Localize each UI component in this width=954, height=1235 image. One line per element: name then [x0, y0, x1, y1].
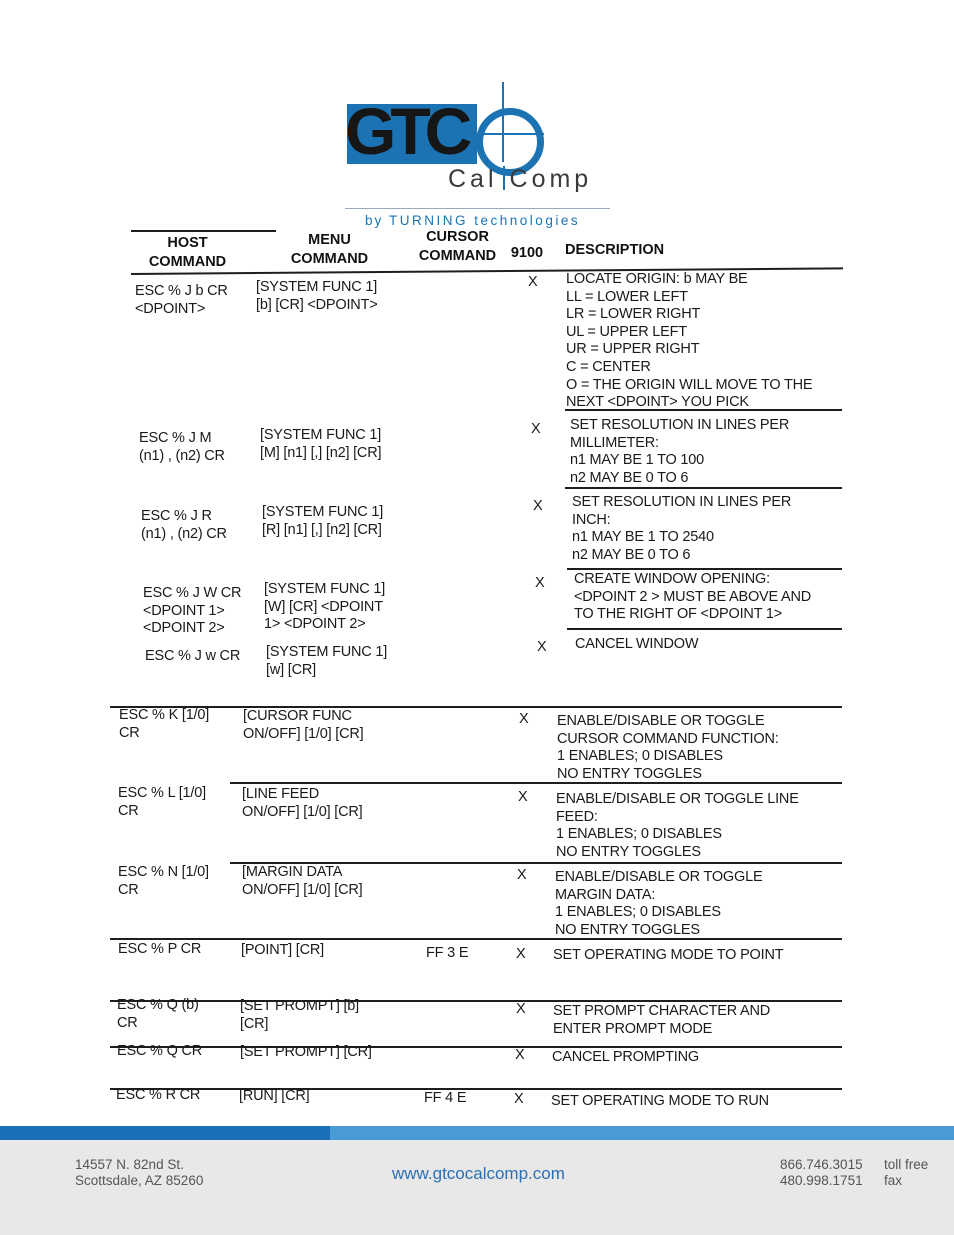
menu-command-cell: [MARGIN DATA ON/OFF] [1/0] [CR] [242, 864, 363, 898]
logo-crosshair-h [468, 133, 544, 135]
footer-phone-numbers: 866.746.3015 480.998.1751 [780, 1157, 863, 1188]
model-mark-cell: X [528, 274, 538, 290]
description-cell: CANCEL WINDOW [575, 636, 699, 652]
header-description: DESCRIPTION [565, 242, 665, 258]
logo-tagline-prefix: by [365, 213, 384, 228]
host-command-cell: ESC % R CR [116, 1087, 201, 1103]
menu-command-cell: [SYSTEM FUNC 1] [b] [CR] <DPOINT> [256, 279, 378, 313]
model-mark-cell: X [514, 1091, 524, 1107]
description-cell: ENABLE/DISABLE OR TOGGLE CURSOR COMMAND FUNCTION: 1 ENABLES; 0 DISABLES NO ENTRY TOGGLES [557, 713, 779, 782]
model-mark-cell: X [517, 867, 527, 883]
footer-address: 14557 N. 82nd St. Scottsdale, AZ 85260 [75, 1157, 204, 1188]
logo-crosshair-v [502, 82, 504, 162]
row-rule [110, 1000, 842, 1002]
menu-command-cell: [LINE FEED ON/OFF] [1/0] [CR] [242, 786, 363, 820]
model-mark-cell: X [519, 711, 529, 727]
menu-command-cell: [RUN] [CR] [239, 1088, 310, 1104]
menu-command-cell: [SYSTEM FUNC 1] [w] [CR] [266, 644, 388, 678]
cursor-command-cell: FF 3 E [426, 945, 469, 961]
model-mark-cell: X [531, 421, 541, 437]
model-mark-cell: X [535, 575, 545, 591]
row-rule [110, 1046, 842, 1048]
model-mark-cell: X [518, 789, 528, 805]
logo-tagline [365, 213, 580, 228]
menu-command-cell: [SET PROMPT] [b] [CR] [240, 998, 360, 1032]
header-cursor-command: CURSOR COMMAND [418, 229, 497, 264]
description-cell: LOCATE ORIGIN: b MAY BE LL = LOWER LEFT LR = LOWER RIGHT UL = UPPER LEFT UR = UPPER RIGHT C = CENTER O = THE ORIGIN WILL MOVE TO THE NEXT <DPOINT> YOU PICK [566, 271, 813, 411]
menu-command-cell: [SYSTEM FUNC 1] [W] [CR] <DPOINT 1> <DPOINT 2> [264, 581, 386, 633]
footer-website-link[interactable]: www.gtcocalcomp.com [392, 1164, 565, 1183]
logo-tagline-main: TURNING technologies [389, 213, 581, 228]
host-command-cell: ESC % P CR [118, 941, 202, 957]
menu-command-cell: [SYSTEM FUNC 1] [R] [n1] [,] [n2] [CR] [262, 504, 384, 538]
description-cell: SET RESOLUTION IN LINES PER MILLIMETER: n1 MAY BE 1 TO 100 n2 MAY BE 0 TO 6 [570, 417, 790, 486]
row-rule [110, 706, 842, 708]
description-cell: ENABLE/DISABLE OR TOGGLE MARGIN DATA: 1 ENABLES; 0 DISABLES NO ENTRY TOGGLES [555, 869, 763, 938]
cursor-command-cell: FF 4 E [424, 1090, 467, 1106]
header-rule-left [131, 230, 276, 232]
description-cell: SET RESOLUTION IN LINES PER INCH: n1 MAY BE 1 TO 2540 n2 MAY BE 0 TO 6 [572, 494, 792, 563]
host-command-cell: ESC % J W CR <DPOINT 1> <DPOINT 2> [143, 585, 242, 637]
header-host-command: HOST COMMAND [148, 235, 227, 270]
description-cell: SET PROMPT CHARACTER AND ENTER PROMPT MODE [553, 1003, 771, 1037]
description-cell: SET OPERATING MODE TO POINT [553, 947, 784, 963]
description-cell: ENABLE/DISABLE OR TOGGLE LINE FEED: 1 ENABLES; 0 DISABLES NO ENTRY TOGGLES [556, 791, 799, 860]
model-mark-cell: X [516, 1001, 526, 1017]
footer-bar-light [330, 1126, 954, 1140]
menu-command-cell: [SET PROMPT] [CR] [240, 1044, 372, 1060]
logo-rule [345, 208, 610, 209]
logo-separator [503, 166, 505, 190]
header-menu-command: MENU COMMAND [290, 232, 369, 267]
footer-phone-labels: toll free fax [884, 1157, 929, 1188]
logo-letters: GTC [345, 94, 467, 168]
model-mark-cell: X [515, 1047, 525, 1063]
menu-command-cell: [POINT] [CR] [241, 942, 324, 958]
model-mark-cell: X [516, 946, 526, 962]
model-mark-cell: X [533, 498, 543, 514]
footer-bar-dark [0, 1126, 330, 1140]
menu-command-cell: [SYSTEM FUNC 1] [M] [n1] [,] [n2] [CR] [260, 427, 382, 461]
host-command-cell: ESC % N [1/0] CR [118, 864, 209, 898]
row-rule [567, 568, 842, 570]
row-rule [567, 628, 842, 630]
host-command-cell: ESC % J R (n1) , (n2) CR [141, 508, 227, 542]
row-rule [110, 1088, 842, 1090]
logo-brand [448, 165, 592, 194]
host-command-cell: ESC % L [1/0] CR [118, 785, 206, 819]
description-cell: SET OPERATING MODE TO RUN [551, 1093, 769, 1109]
logo-brand-right: Comp [509, 165, 593, 193]
host-command-cell: ESC % Q (b) CR [117, 997, 199, 1031]
host-command-cell: ESC % J w CR [145, 648, 241, 664]
host-command-cell: ESC % Q CR [117, 1043, 203, 1059]
header-9100: 9100 [510, 245, 544, 261]
logo-brand-left: Cal [448, 165, 498, 193]
menu-command-cell: [CURSOR FUNC ON/OFF] [1/0] [CR] [243, 708, 364, 742]
host-command-cell: ESC % J M (n1) , (n2) CR [139, 430, 225, 464]
description-cell: CANCEL PROMPTING [552, 1049, 699, 1065]
host-command-cell: ESC % J b CR <DPOINT> [135, 283, 228, 317]
model-mark-cell: X [537, 639, 547, 655]
description-cell: CREATE WINDOW OPENING: <DPOINT 2 > MUST BE ABOVE AND TO THE RIGHT OF <DPOINT 1> [574, 571, 812, 623]
host-command-cell: ESC % K [1/0] CR [119, 707, 210, 741]
